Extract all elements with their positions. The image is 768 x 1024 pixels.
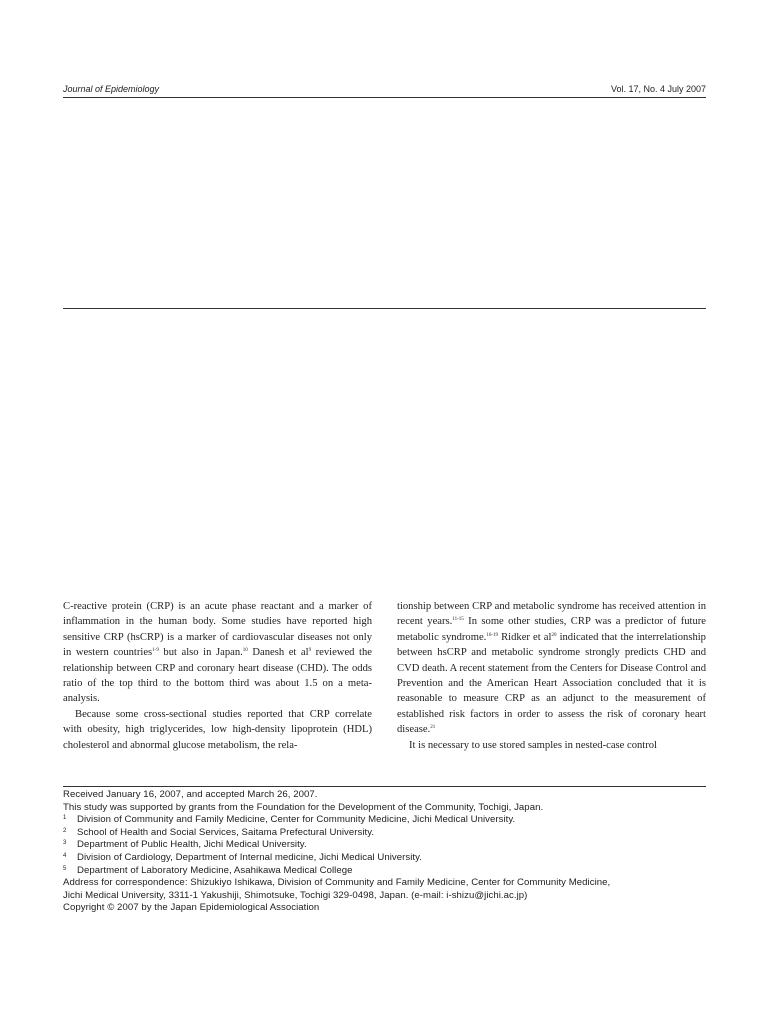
header-rule <box>63 97 706 98</box>
citation-superscript: 11-15 <box>452 617 464 623</box>
abstract-separator-rule <box>63 308 706 309</box>
copyright-notice: Copyright © 2007 by the Japan Epidemiological Association <box>63 902 320 914</box>
citation-superscript: 10 <box>242 648 248 654</box>
footnotes <box>63 789 706 915</box>
correspondence-address: Address for correspondence: Shizukiyo Ishikawa, Division of Community and Family Medicine, Center for Community Medicine, <box>63 877 611 889</box>
citation-superscript: 21 <box>430 725 436 731</box>
affiliation-4: $^4$ Division of Cardiology, Department of Internal medicine, Jichi Medical University. <box>63 851 422 863</box>
running-header <box>63 84 706 98</box>
introduction-paragraph-2: Because some cross-sectional studies reported that CRP correlate with obesity, high triglycerides, low high-density lipoprotein (HDL) cholesterol and abnormal glucose metabolism, the rela- <box>63 708 372 751</box>
citation-superscript: 1-9 <box>152 648 159 654</box>
body-column-left <box>63 599 372 753</box>
citation-superscript: 16-19 <box>486 632 498 638</box>
received-date: Received January 16, 2007, and accepted March 26, 2007. <box>63 789 318 800</box>
introduction-paragraph-4: It is necessary to use stored samples in nested-case control <box>409 739 657 751</box>
footnote-rule <box>63 786 706 787</box>
introduction-paragraph-3: tionship between CRP and metabolic syndrome has received attention in recent years.$^{11-15}$ In some other studies, CRP was a predictor of future metabolic syndrome.$^{16-19}$ Ridker et $al^{20}$ indicated that the interrelationship between hsCRP and metabolic syndrome strongly predicts CHD and CVD death. A recent statement from the Centers for Disease Control and Prevention and the American Heart Association concluded that it is reasonable to measure CRP as an adjunct to the measurement of established risk factors in order to assess the risk of coronary heart disease.$^{21}$ <box>397 601 706 736</box>
correspondence-address-cont: Jichi Medical University, 3311-1 Yakushiji, Shimotsuke, Tochigi 329-0498, Japan. (e-mail: i-shizu@jichi.ac.jp) <box>63 889 528 901</box>
journal-name: Journal of Epidemiology <box>63 84 160 94</box>
affiliation-1: $^1$ Division of Community and Family Medicine, Center for Community Medicine, Jichi Medical University. <box>63 814 516 826</box>
affiliation-5: $^5$ Department of Laboratory Medicine, Asahikawa Medical College <box>63 864 353 876</box>
body-column-right <box>397 599 706 753</box>
affiliation-3: $^3$ Department of Public Health, Jichi Medical University. <box>63 839 307 851</box>
volume-issue-date: Vol. 17, No. 4 July 2007 <box>610 84 706 94</box>
funding-statement: This study was supported by grants from the Foundation for the Development of the Community, Tochigi, Japan. <box>63 801 544 813</box>
introduction-paragraph-1: C-reactive protein (CRP) is an acute phase reactant and a marker of inflammation in the human body. Some studies have reported high sensitive CRP (hsCRP) is a marker of cardiovascular diseases not only in western countries$^{1-9}$ but also in Japan.$^{10}$ Danesh et $al^9$ reviewed the relationship between CRP and coronary heart disease (CHD). The odds ratio of the top third to the bottom third was about 1.5 on a meta-analysis. <box>63 601 372 705</box>
citation-superscript: 20 <box>551 632 557 638</box>
affiliation-2: $^2$ School of Health and Social Services, Saitama Prefectural University. <box>63 826 375 838</box>
citation-superscript: 9 <box>308 648 312 654</box>
